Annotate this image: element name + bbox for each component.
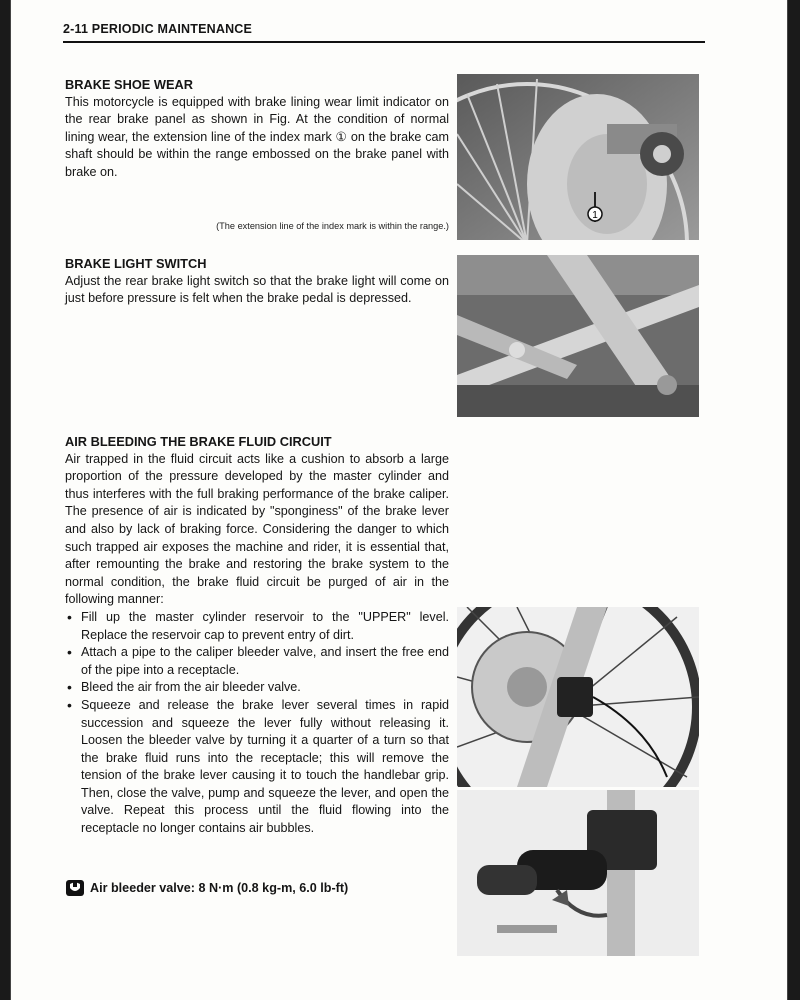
heading-brake-shoe: BRAKE SHOE WEAR	[65, 77, 193, 92]
torque-wrench-icon	[65, 879, 85, 897]
bleeding-step: • Squeeze and release the brake lever several times in rapid succession and squeeze the lever fully without releasing it. Loosen the bleeder valve by turning it a quarter of a turn so that the brake fluid runs into the receptacle; this will remove the tension of the brake lever causing it to touch the handlebar grip. Then, close the valve, pump and squeeze the lever, and open the valve. Repeat this process until the fluid flowing into the receptacle no longer contains air bubbles.	[65, 697, 449, 838]
section-brake-light	[65, 255, 449, 308]
heading-air-bleeding: AIR BLEEDING THE BRAKE FLUID CIRCUIT	[65, 434, 332, 449]
bleeding-steps	[65, 609, 449, 838]
body-brake-shoe: This motorcycle is equipped with brake lining wear limit indicator on the rear brake panel as shown in Fig. At the condition of normal lining wear, the extension line of the index mark ① on the brake cam shaft should be within the range embossed on the brake panel with brake on.	[65, 94, 449, 179]
section-brake-shoe	[65, 76, 449, 182]
bleeding-step: • Fill up the master cylinder reservoir to the "UPPER" level. Replace the reservoir cap to prevent entry of dirt.	[65, 609, 449, 644]
body-brake-light: Adjust the rear brake light switch so that the brake light will come on just before pressure is felt when the brake pedal is depressed.	[65, 273, 449, 306]
photo-front-caliper	[457, 607, 699, 787]
caption-brake-shoe: (The extension line of the index mark is within the range.)	[216, 221, 449, 231]
torque-label: Air bleeder valve: 8 N·m (0.8 kg-m, 6.0 lb-ft)	[90, 881, 349, 895]
bleeding-step: • Attach a pipe to the caliper bleeder valve, and insert the free end of the pipe into a receptacle.	[65, 644, 449, 679]
photo-brake-light-switch	[457, 255, 699, 417]
section-air-bleeding	[65, 433, 449, 838]
photo-rear-brake-panel	[457, 74, 699, 240]
bleeding-step: • Bleed the air from the air bleeder valve.	[65, 679, 449, 697]
header-rule	[63, 41, 705, 43]
heading-brake-light: BRAKE LIGHT SWITCH	[65, 256, 207, 271]
photo-brake-lever	[457, 790, 699, 956]
page-header: 2-11 PERIODIC MAINTENANCE	[63, 22, 253, 36]
manual-page	[10, 0, 788, 1000]
torque-spec	[65, 879, 449, 897]
photo-callout-number: 1	[592, 210, 598, 221]
body-air-bleeding: Air trapped in the fluid circuit acts like a cushion to absorb a large proportion of the pressure developed by the master cylinder and thus interferes with the full braking performance of the brake caliper. The presence of air is indicated by "sponginess" of the brake lever and also by lack of braking force. Considering the danger to which such trapped air exposes the machine and rider, it is essential that, after remounting the brake and restoring the brake system to the normal condition, the brake fluid circuit be purged of air in the following manner:	[65, 451, 449, 607]
